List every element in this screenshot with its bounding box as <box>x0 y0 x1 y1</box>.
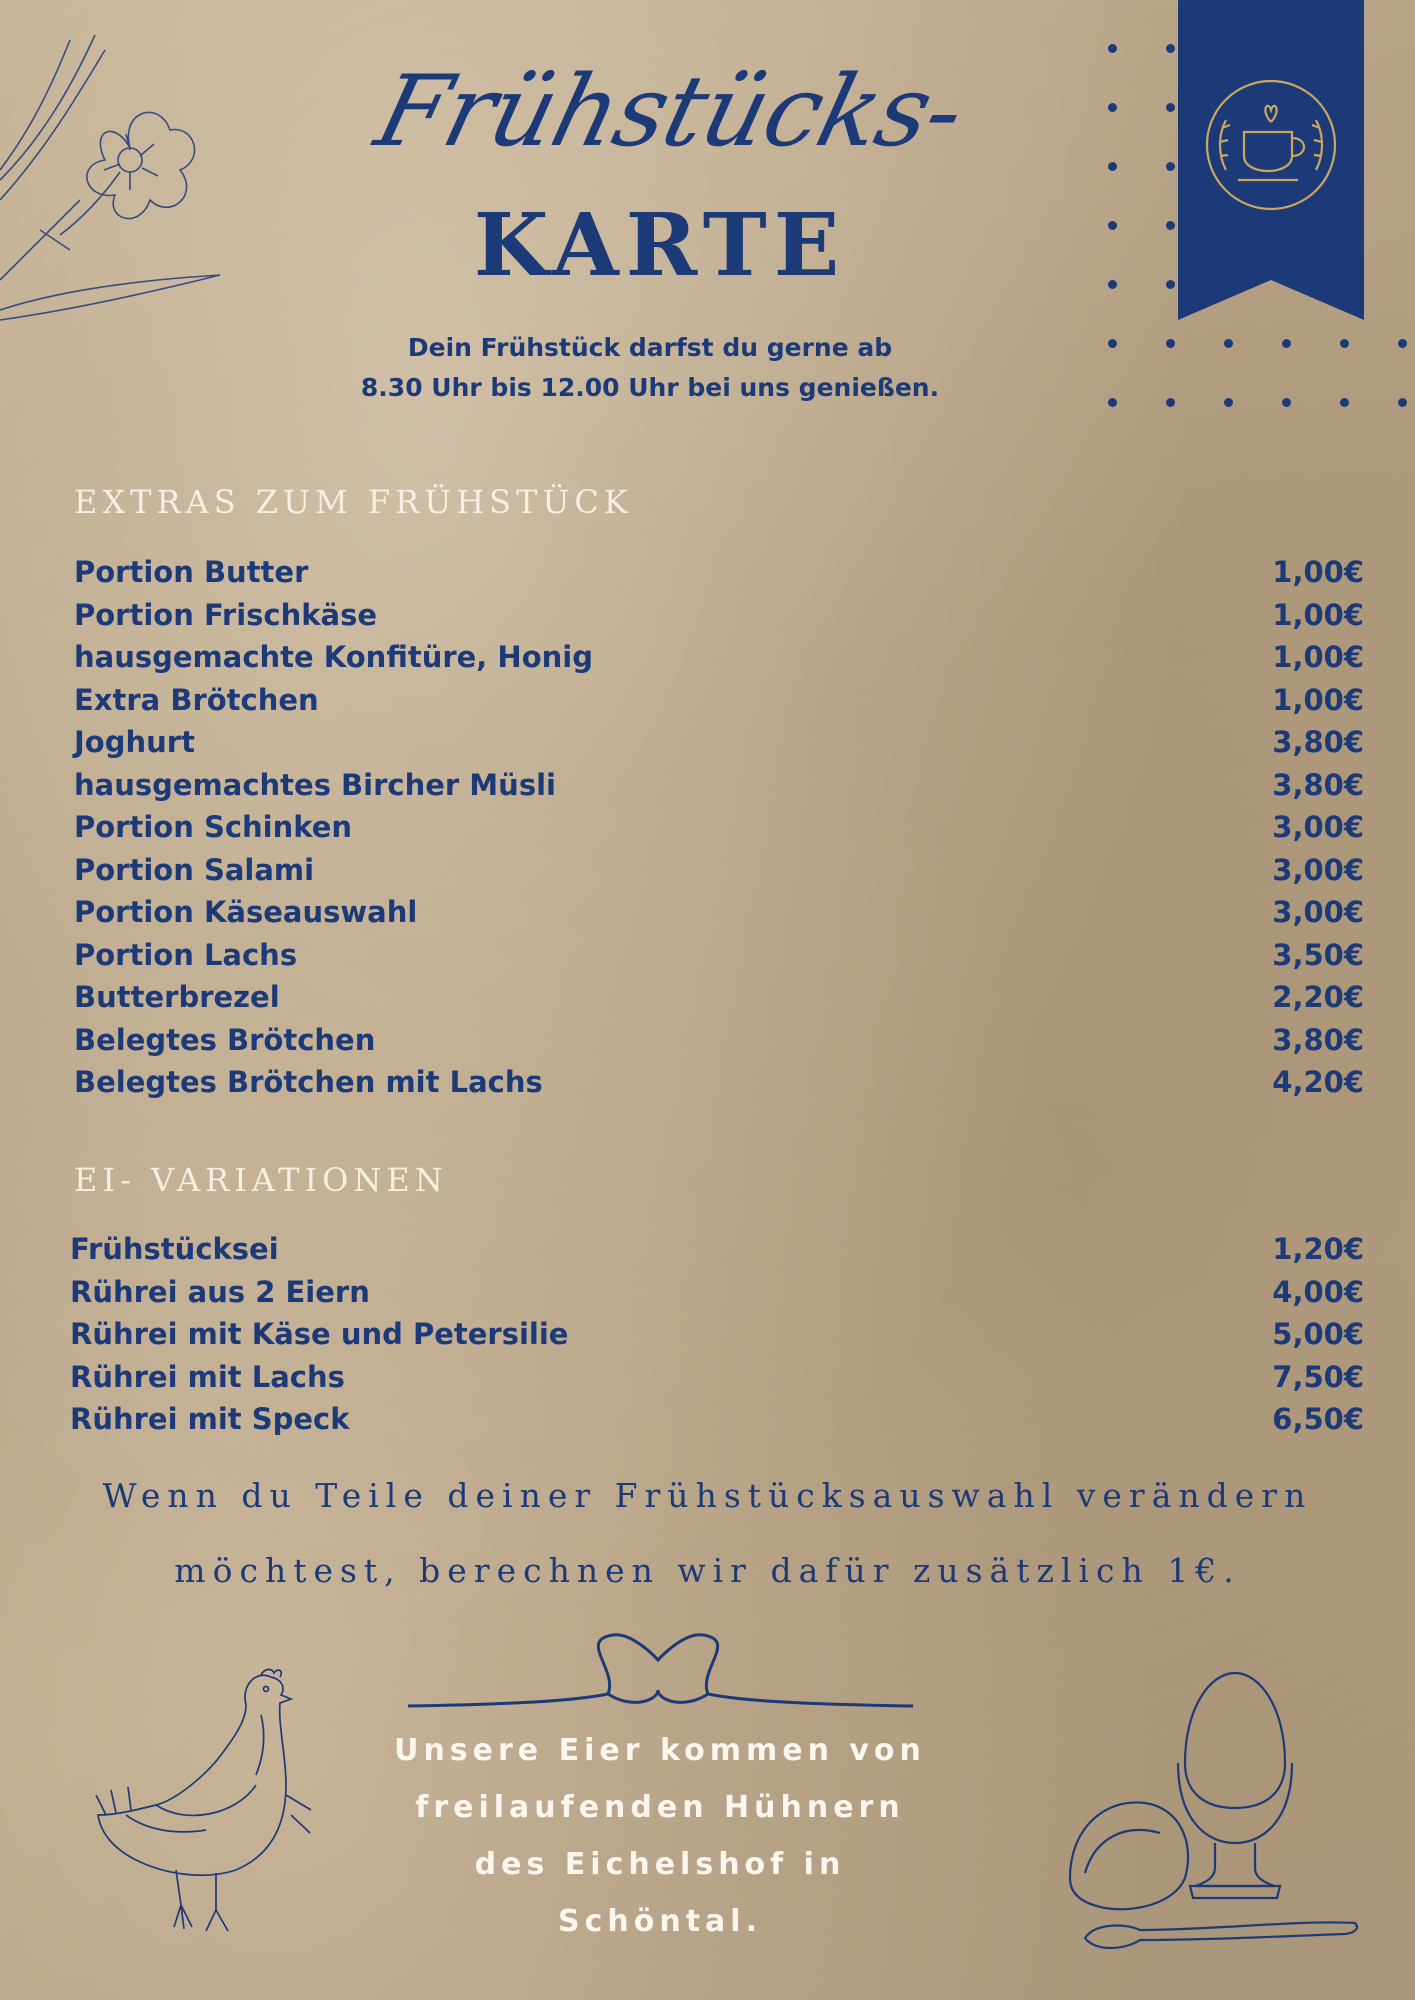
item-name: Portion Schinken <box>74 810 353 845</box>
footer-line3: des Eichelshof in <box>474 1847 846 1882</box>
list-item <box>70 1271 1364 1314</box>
eggs-list <box>70 1228 1364 1441</box>
title-script: Frühstücks- <box>365 55 975 169</box>
item-price: 3,80€ <box>1272 1022 1364 1057</box>
item-price: 3,80€ <box>1272 725 1364 760</box>
item-price: 1,00€ <box>1272 597 1364 632</box>
item-name: Rührei mit Käse und Petersilie <box>70 1317 569 1352</box>
item-name: Portion Käseauswahl <box>74 895 418 930</box>
item-price: 3,00€ <box>1272 810 1364 845</box>
list-item <box>74 721 1364 764</box>
item-price: 4,00€ <box>1272 1274 1364 1309</box>
item-price: 7,50€ <box>1272 1359 1364 1394</box>
item-name: Rührei mit Speck <box>70 1402 350 1437</box>
item-name: Butterbrezel <box>74 980 280 1015</box>
item-name: Rührei mit Lachs <box>70 1359 345 1394</box>
list-item <box>74 764 1364 807</box>
list-item <box>74 891 1364 934</box>
item-price: 1,00€ <box>1272 555 1364 590</box>
egg-cup-illustration-icon <box>1065 1668 1365 1958</box>
coffee-cup-icon <box>1178 0 1364 320</box>
list-item <box>74 849 1364 892</box>
item-name: Rührei aus 2 Eiern <box>70 1274 370 1309</box>
item-name: Portion Frischkäse <box>74 597 378 632</box>
item-price: 3,80€ <box>1272 767 1364 802</box>
item-name: Portion Salami <box>74 852 315 887</box>
list-item <box>70 1356 1364 1399</box>
footer-line4: Schöntal. <box>558 1904 762 1939</box>
list-item <box>70 1228 1364 1271</box>
section-title-eggs: EI- VARIATIONEN <box>74 1161 448 1199</box>
list-item <box>74 806 1364 849</box>
item-name: hausgemachte Konfitüre, Honig <box>74 640 593 675</box>
footer-line1: Unsere Eier kommen von <box>394 1733 926 1768</box>
item-price: 1,00€ <box>1272 682 1364 717</box>
item-price: 2,20€ <box>1272 980 1364 1015</box>
item-name: Extra Brötchen <box>74 682 319 717</box>
opening-hours-line1: Dein Frühstück darfst du gerne ab <box>407 333 893 362</box>
item-price: 3,00€ <box>1272 852 1364 887</box>
list-item <box>74 1061 1364 1104</box>
item-price: 6,50€ <box>1272 1402 1364 1437</box>
surcharge-note-line1: Wenn du Teile deiner Frühstücksauswahl verändern <box>102 1476 1313 1515</box>
item-price: 3,50€ <box>1272 937 1364 972</box>
item-price: 4,20€ <box>1272 1065 1364 1100</box>
page-title: KARTE <box>473 195 847 296</box>
list-item <box>70 1313 1364 1356</box>
list-item <box>74 594 1364 637</box>
footer-note <box>350 1722 970 1950</box>
item-price: 1,00€ <box>1272 640 1364 675</box>
item-name: Frühstücksei <box>70 1232 279 1267</box>
item-price: 3,00€ <box>1272 895 1364 930</box>
opening-hours-line2: 8.30 Uhr bis 12.00 Uhr bei uns genießen. <box>360 373 940 402</box>
chicken-illustration-icon <box>96 1665 316 1945</box>
item-name: Portion Lachs <box>74 937 298 972</box>
section-title-extras: EXTRAS ZUM FRÜHSTÜCK <box>74 483 633 521</box>
item-name: Belegtes Brötchen <box>74 1022 376 1057</box>
item-name: Belegtes Brötchen mit Lachs <box>74 1065 543 1100</box>
list-item <box>74 636 1364 679</box>
item-name: Portion Butter <box>74 555 309 590</box>
item-name: Joghurt <box>74 725 195 760</box>
item-price: 1,20€ <box>1272 1232 1364 1267</box>
list-item <box>74 1019 1364 1062</box>
surcharge-note-line2: möchtest, berechnen wir dafür zusätzlich 1€. <box>174 1551 1241 1590</box>
footer-line2: freilaufenden Hühnern <box>415 1790 905 1825</box>
item-name: hausgemachtes Bircher Müsli <box>74 767 556 802</box>
list-item <box>74 934 1364 977</box>
list-item <box>74 976 1364 1019</box>
list-item <box>70 1398 1364 1441</box>
list-item <box>74 551 1364 594</box>
opening-hours <box>300 328 1000 408</box>
item-price: 5,00€ <box>1272 1317 1364 1352</box>
surcharge-note <box>80 1458 1335 1608</box>
extras-list <box>74 551 1364 1104</box>
heart-divider-icon <box>408 1630 913 1710</box>
list-item <box>74 679 1364 722</box>
